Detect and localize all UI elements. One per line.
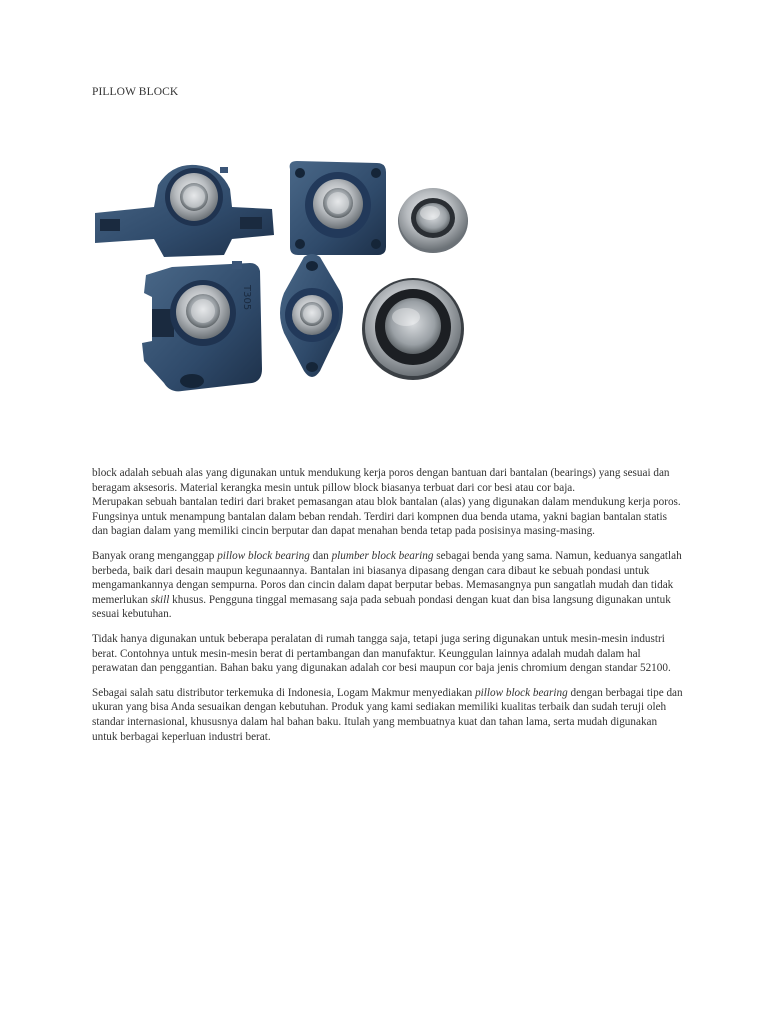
flange-block-oval bbox=[280, 254, 343, 377]
bearing-insert-small bbox=[398, 188, 468, 253]
bearing-insert-large bbox=[362, 278, 464, 380]
paragraph: Sebagai salah satu distributor terkemuka di Indonesia, Logam Makmur menyediakan pillow block bearing dengan berbagai tipe dan ukuran yang bisa Anda sesuaikan dengan kebutuhan. Produk yang kami sediakan memiliki kualitas terbaik dan sudah teruji oleh standar internasional, khususnya dalam hal bahan baku. Itulah yang membuatnya kuat dan tahan lama, serta mudah digunakan untuk berbagai keperluan industri berat. bbox=[92, 686, 683, 743]
take-up-unit bbox=[142, 261, 262, 391]
pillow-block-photo bbox=[92, 155, 472, 410]
paragraph: Banyak orang menganggap pillow block bearing dan plumber block bearing sebagai benda yang sama. Namun, keduanya sangatlah berbeda, baik dari desain maupun kegunaannya. Bantalan ini biasanya dipasang dengan cara dibaut ke sebuah pondasi untuk mengamankannya dengan sempurna. Poros dan cincin dalam dapat berputar bebas. Memasangnya pun sangatlah mudah dan tidak memerlukan skill khusus. Pengguna tinggal memasang saja pada sebuah pondasi dengan kuat dan bisa langsung digunakan untuk sesuai kebutuhan. bbox=[92, 549, 682, 621]
paragraph: block adalah sebuah alas yang digunakan untuk mendukung kerja poros dengan bantuan dari bantalan (bearings) yang sesuai dan beragam aksesoris. Material kerangka mesin untuk pillow block biasanya terbuat dari cor besi atau cor baja. bbox=[92, 467, 670, 494]
paragraph: Tidak hanya digunakan untuk beberapa peralatan di rumah tangga saja, tetapi juga sering digunakan untuk mesin-mesin industri berat. Contohnya untuk mesin-mesin berat di pertambangan dan manufaktur. Keunggulan lainnya adalah mudah dalam hal perawatan dan penggantian. Bahan baku yang digunakan adalah cor besi maupun cor baja jenis chromium dengan standar 52100. bbox=[92, 632, 671, 675]
stamp-text: T305 bbox=[241, 285, 252, 311]
pillow-block-upright-top bbox=[95, 165, 274, 257]
document-title: PILLOW BLOCK bbox=[92, 86, 179, 98]
body-text bbox=[92, 466, 684, 754]
paragraph: Merupakan sebuah bantalan tediri dari braket pemasangan atau blok bantalan (alas) yang digunakan dalam mendukung kerja poros. Fungsinya untuk menampung bantalan dalam beban rendah. Terdiri dari kompnen dua benda utama, yakni bagian bantalan statis dan bagian dalam yang memiliki cincin berputar dan dapat menahan benda tetap pada posisinya masing-masing. bbox=[92, 496, 681, 538]
flange-block-square bbox=[290, 161, 386, 255]
